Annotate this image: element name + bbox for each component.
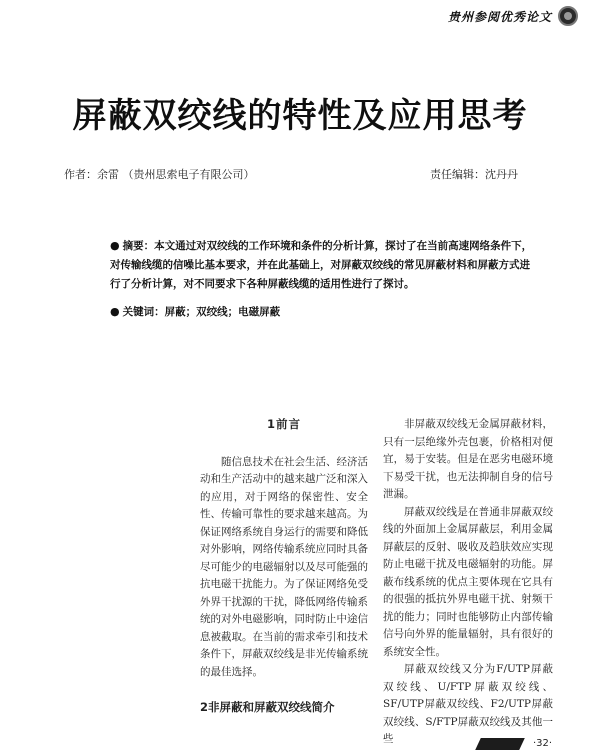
right-column <box>383 416 553 749</box>
section1-paragraph: 随信息技术在社会生活、经济活动和生产活动中的越来越广泛和深入的应用，对于网络的保密性、安全性、传输可靠性的要求越来越高。为保证网络系统自身运行的需要和降低对外影响，网络传输系统应同时具备尽可能少的电磁辐射以及尽可能强的抗电磁干扰能力。为了保证网络免受外界干扰源的干扰，降低网络传输系统的对外电磁影响，同时防止中途信息被截取。在当前的需求牵引和技术条件下，屏蔽双绞线是非光传输系统的最佳选择。 <box>200 455 368 678</box>
editor-line: 责任编辑：沈丹丹 <box>430 168 518 181</box>
author-line: 作者：余雷 （贵州思索电子有限公司） <box>64 168 255 181</box>
footer-decoration <box>475 738 525 750</box>
bullet-icon: ● <box>110 305 120 318</box>
bullet-icon: ● <box>110 239 120 252</box>
journal-brand: 贵州参阅优秀论文 <box>447 10 552 24</box>
keywords-label: 关键词： <box>122 306 165 318</box>
left-column <box>200 416 368 716</box>
right-paragraph-3: 屏蔽双绞线又分为F/UTP屏蔽双绞线、U/FTP屏蔽双绞线、SF/UTP屏蔽双绞线、F2/UTP屏蔽双绞线、S/FTP屏蔽双绞线及其他一些 <box>383 663 553 745</box>
abstract-label: 摘要： <box>122 240 155 252</box>
page-number: ·32· <box>533 738 553 749</box>
abstract-block <box>110 236 535 294</box>
right-paragraph-1: 非屏蔽双绞线无金属屏蔽材料，只有一层绝缘外壳包裹，价格相对便宜，易于安装。但是在恶劣电磁环境下易受干扰，也无法抑制自身的信号泄漏。 <box>383 418 553 500</box>
section1-heading: 1前言 <box>266 417 301 431</box>
keywords-block <box>110 304 535 319</box>
keywords-text: 屏蔽；双绞线；电磁屏蔽 <box>164 306 281 318</box>
journal-logo-icon <box>558 6 578 26</box>
right-paragraph-2: 屏蔽双绞线是在普通非屏蔽双绞线的外面加上金属屏蔽层，利用金属屏蔽层的反射、吸收及趋肤效应实现防止电磁干扰及电磁辐射的功能。屏蔽布线系统的优点主要体现在它具有的很强的抵抗外界电磁干扰、射频干扰的能力；同时也能够防止内部传输信号向外界的能量辐射，具有很好的系统安全性。 <box>383 505 553 658</box>
section2-heading: 2非屏蔽和屏蔽双绞线简介 <box>200 700 335 714</box>
abstract-text: 本文通过对双绞线的工作环境和条件的分析计算，探讨了在当前高速网络条件下，对传输线缆的信噪比基本要求，并在此基础上，对屏蔽双绞线的常见屏蔽材料和屏蔽方式进行了分析计算，对不同要求下各种屏蔽线缆的适用性进行了探讨。 <box>110 240 533 290</box>
article-title: 屏蔽双绞线的特性及应用思考 <box>72 96 528 136</box>
